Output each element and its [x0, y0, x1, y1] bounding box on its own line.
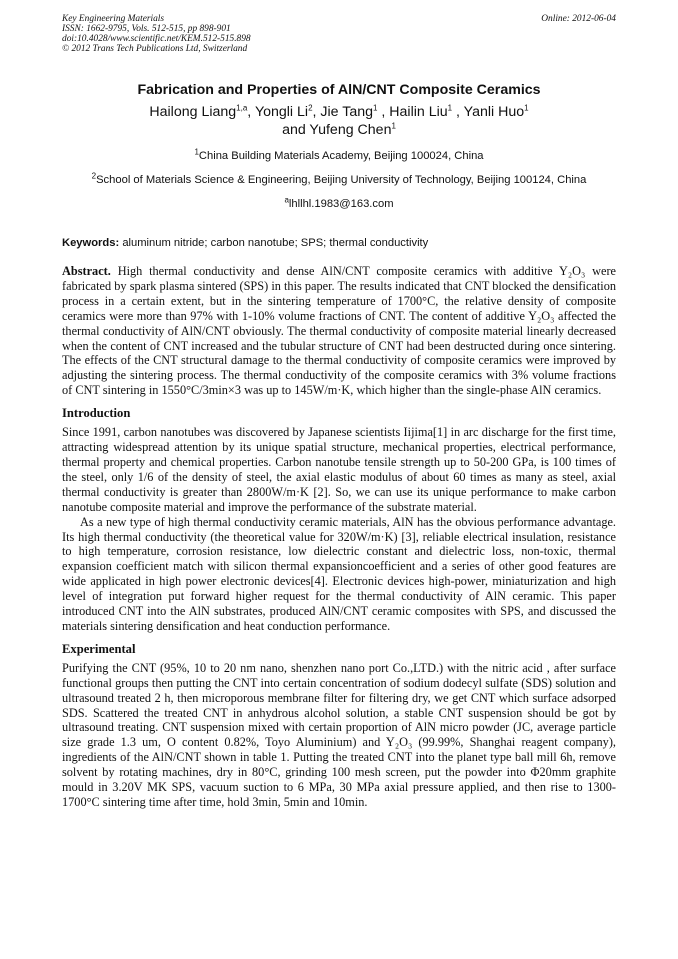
- author-affiliation-mark: 1: [373, 103, 378, 113]
- affiliation-2: $^2$School of Materials Science & Engineering, Beijing University of Technology, Beijing 100124, China: [91, 171, 587, 186]
- online-date: Online: 2012-06-04: [541, 14, 616, 24]
- affiliation-1: $^1$China Building Materials Academy, Beijing 100024, China: [194, 147, 484, 162]
- journal-name: Key Engineering Materials: [62, 14, 165, 24]
- journal-doi: doi:10.4028/www.scientific.net/KEM.512-515.898: [62, 34, 251, 44]
- author-email: $^a$lhllhl.1983@163.com: [284, 195, 394, 210]
- keywords-label: Keywords:: [62, 237, 120, 249]
- abstract-label: Abstract.: [62, 264, 111, 278]
- paper-title: Fabrication and Properties of AlN/CNT Composite Ceramics: [137, 82, 541, 98]
- author-name: Hailin Liu: [389, 104, 448, 120]
- author-name: Yanli Huo: [463, 104, 525, 120]
- author-affiliation-mark: 1: [447, 103, 453, 113]
- abstract-text: High thermal conductivity and dense AlN/CNT composite ceramics with additive Y₂O₃ were fabricated by spark plasma sintered (SPS) in this paper. The results indicated that CNT blocked the densification process in a certain extent, but in the sintering temperature of 1700°C, the relative density of composite ceramics were more than 97% with 1-10% volume fractions of CNT. The content of additive Y₂O₃ affected the thermal conductivity of AlN/CNT obviously. The thermal conductivity of composite material linearly decreased when the content of CNT increased and the tubular structure of CNT had been destructed during once sintering. The effects of the CNT structural damage to the thermal conductivity of composite ceramics were improved by adjusting the sintering process. The thermal conductivity of the composite ceramics with 3% volume fractions of CNT sintering in 1550°C/3min×3 was up to 145W/m·K, which higher than the single-phase AlN ceramics.: [62, 264, 616, 398]
- journal-copyright: © 2012 Trans Tech Publications Ltd, Switzerland: [62, 44, 248, 54]
- author-affiliation-mark: 2: [308, 103, 313, 113]
- author-affiliation-mark: 1: [391, 121, 396, 131]
- author-name: Jie Tang: [320, 104, 373, 120]
- journal-issn: ISSN: 1662-9795, Vols. 512-515, pp 898-901: [62, 24, 231, 34]
- section-heading-introduction: Introduction: [62, 406, 131, 421]
- author-list: Hailong Liang$^{1,a}$, Yongli Li$^2$, Jie Tang$^1$ , Hailin Liu$^1$ , Yanli Huo$^1$ and Yufeng Chen$^1$: [149, 103, 529, 138]
- journal-info: [62, 14, 616, 54]
- section-heading-experimental: Experimental: [62, 641, 136, 656]
- author-name: Hailong Liang: [149, 104, 237, 120]
- journal-header: [62, 14, 616, 54]
- author-name: and Yufeng Chen: [282, 122, 392, 138]
- author-affiliation-mark: 1: [524, 103, 529, 113]
- introduction-paragraph-1: Since 1991, carbon nanotubes was discovered by Japanese scientists Iijima[1] in arc discharge for the first time, attracting widespread attention by its unique spatial structure, mechanical properties, electrical performance, thermal property and chemical properties. Carbon nanotube tensile strength up to 50-200 GPa, is 100 times of the steel, only 1/6 of the density of steel, the axial elastic modulus of about 60 times as many as steel, axial thermal conductivity is greater than 2800W/m·K [2]. So, we can use its unique performance to make carbon nanotube composite material and improve the performance of the substrate material.: [62, 425, 616, 514]
- keywords: [62, 237, 616, 250]
- abstract: [62, 264, 616, 398]
- keywords-text: aluminum nitride; carbon nanotube; SPS; thermal conductivity: [122, 237, 429, 249]
- introduction-paragraph-2: As a new type of high thermal conductivity ceramic materials, AlN has the obvious performance advantage. Its high thermal conductivity (the theoretical value for 320W/m·K) [3], reliable electrical insulation, resistance to high temperature, corrosion resistance, low dielectric constant and dielectric loss, non-toxic, thermal expansion coefficient match with silicon thermal expansioncoefficient and a series of other good features are wide applicated in high power electronic devices[4]. Electronic devices high-power, miniaturization and high level of integration put forward higher request for the thermal conductivity of AlN ceramic. This paper introduced CNT into the AlN substrates, produced AlN/CNT ceramic composites with SPS, and discussed the materials sintering densification and heat conduction performance.: [62, 514, 616, 633]
- author-affiliation-mark: 1,a: [236, 103, 248, 113]
- experimental-paragraph-1: Purifying the CNT (95%, 10 to 20 nm nano, shenzhen nano port Co.,LTD.) with the nitric acid , after surface functional groups then putting the CNT into certain concentration of sodium dodecyl sulfate (SDS) solution and ultrasound treated 2 h, then microporous membrane filter for filtering dry, we get CNT which surface adsorped SDS. Scattered the treated CNT in anhydrous alcohol solution, a stable CNT suspension should be got by ultrasound treating. CNT suspension mixed with certain proportion of AlN micro powder (JC, average particle size grade 1.3 um, O content 0.82%, Toyo Aluminium) and Y₂O₃ (99.99%, Shanghai reagent company), ingredients of the AlN/CNT shown in table 1. Putting the treated CNT into the planet type ball mill 6h, remove solvent by rotating machines, dry in 80°C, grinding 100 mesh screen, put the powder into Φ20mm graphite mould in 3.20V MK SPS, vacuum suction to 6 MPa, 30 MPa axial pressure applied, and then rise to 1300-1700°C sintering time after time, hold 3min, 5min and 10min.: [62, 660, 616, 809]
- author-name: Yongli Li: [254, 104, 309, 120]
